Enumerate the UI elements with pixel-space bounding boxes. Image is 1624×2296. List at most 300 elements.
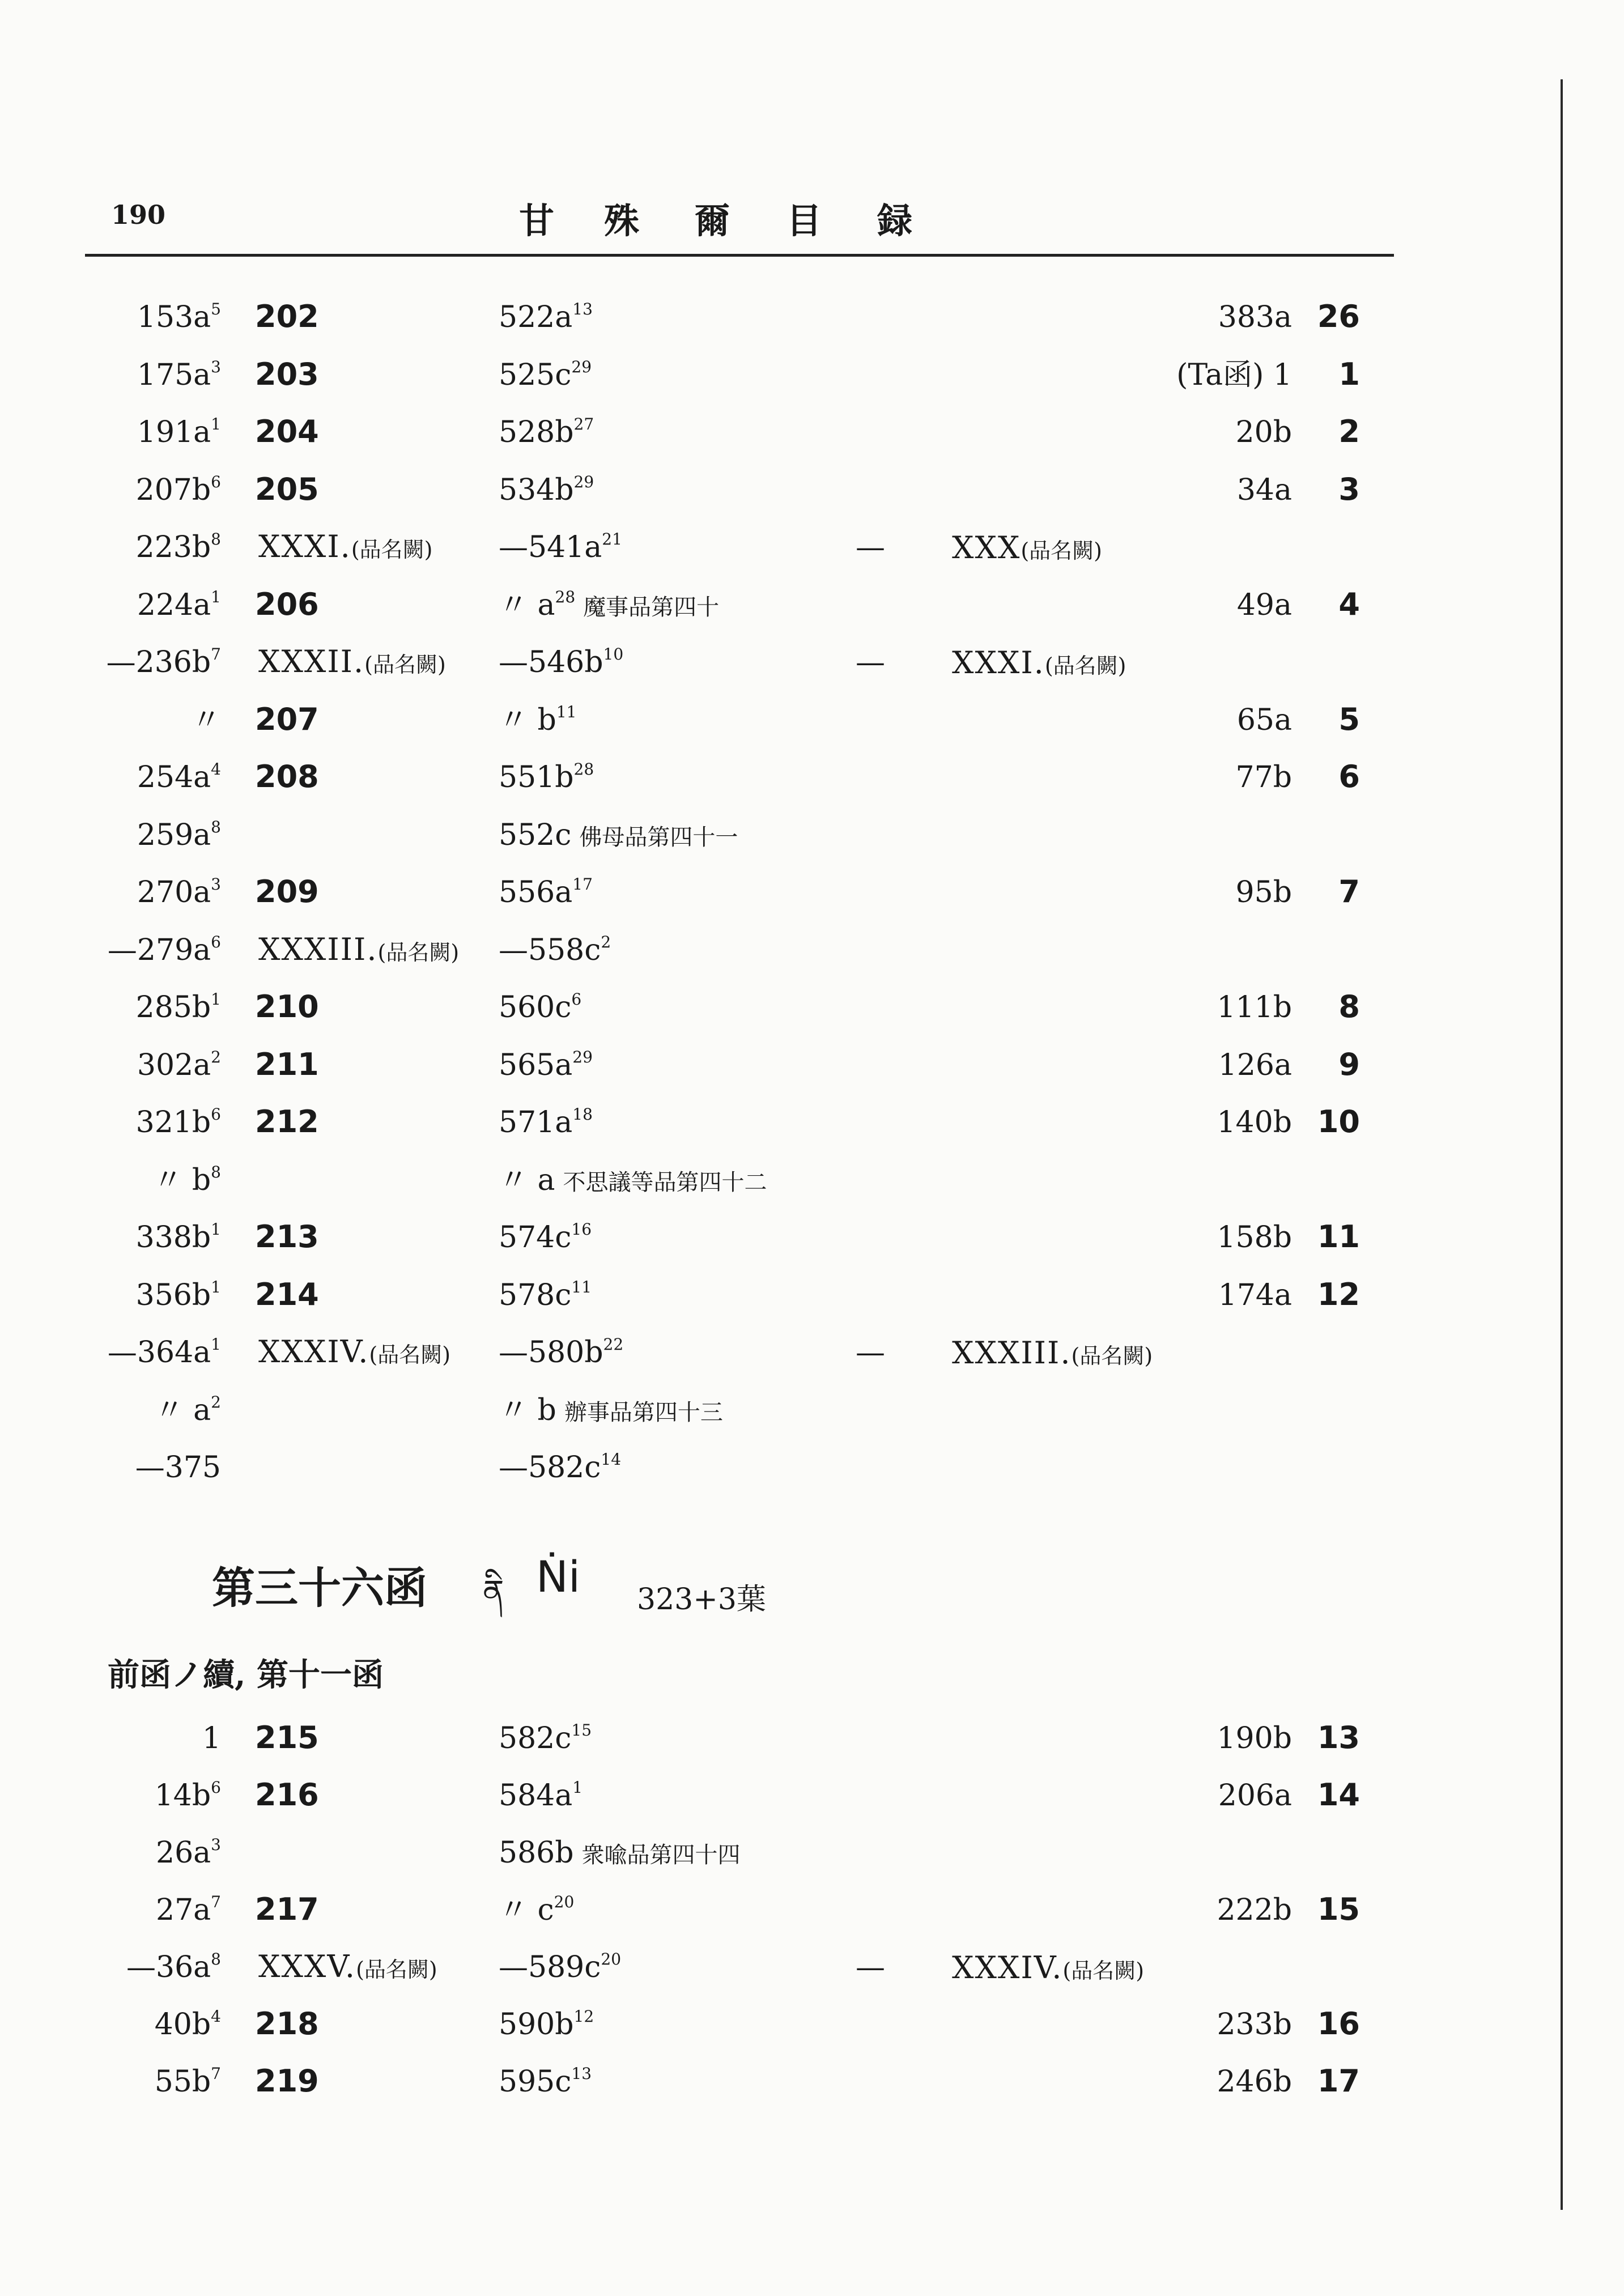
ref-col-1: [79, 472, 221, 507]
ref-col-2-note: (品名闕): [369, 1342, 451, 1367]
ref-col-1-value: —36a: [126, 1950, 211, 1984]
ref-col-2-value: XXXI.: [258, 529, 351, 564]
ref-col-1: [79, 1392, 221, 1427]
ref-col-3: [499, 702, 577, 737]
ref-col-6-value: 34a: [1236, 473, 1292, 507]
ref-col-3-value: 574c: [499, 1221, 572, 1255]
ref-col-1: [79, 357, 221, 392]
ref-col-1-value: —375: [135, 1451, 221, 1485]
ref-col-6-value: 49a: [1236, 588, 1292, 622]
ref-col-2-value: 219: [255, 2063, 319, 2099]
section-romanized: Ṅi: [536, 1551, 580, 1602]
ref-col-1: [79, 1835, 221, 1870]
ref-col-2-value: 217: [255, 1891, 319, 1927]
ref-col-2-value: XXXIV.: [258, 1334, 369, 1370]
ref-col-1: [79, 875, 221, 909]
ref-col-2: [255, 1046, 319, 1082]
dash-col-value: —: [856, 1336, 885, 1370]
ref-col-3-value: 556a: [499, 875, 573, 909]
ref-col-3-value: 551b: [499, 760, 574, 794]
ref-col-3-note: 衆喩品第四十四: [581, 1842, 741, 1868]
ref-col-6: [1145, 1278, 1292, 1312]
ref-col-3-value: 595c: [499, 2065, 572, 2099]
title-char: 録: [877, 200, 913, 241]
ref-col-5: [952, 530, 1102, 566]
ref-col-1: [79, 1778, 221, 1813]
ref-col-1: [79, 817, 221, 852]
ref-col-1-line-number: 7: [211, 2064, 221, 2083]
ref-col-2-value: 212: [255, 1104, 319, 1140]
ref-col-3: [499, 932, 611, 967]
ref-col-1-value: 175a: [137, 358, 211, 392]
ref-col-3: [499, 820, 738, 850]
ref-col-7: [1303, 1720, 1360, 1755]
ref-col-5-value: XXX: [952, 530, 1021, 566]
ref-col-7: [1303, 1104, 1360, 1140]
ref-col-3-line-number: 11: [556, 702, 577, 721]
ref-col-2: [255, 2063, 319, 2099]
ref-col-3-value: 522a: [499, 300, 573, 334]
ref-col-5: [952, 1950, 1145, 1985]
ref-col-7: [1303, 874, 1360, 909]
ref-col-6: [1145, 1221, 1292, 1255]
ref-col-3: [499, 645, 624, 679]
dash-col-value: —: [856, 1950, 885, 1984]
ref-col-5-note: (品名闕): [1062, 1958, 1145, 1983]
ref-col-3: [499, 1105, 593, 1140]
ref-col-6-value: 383a: [1218, 300, 1292, 334]
ref-col-3: [499, 1838, 741, 1868]
ref-col-3: [499, 357, 592, 392]
ref-col-7-value: 10: [1317, 1104, 1360, 1140]
ref-col-6-value: (Ta函) 1: [1176, 358, 1292, 392]
ref-col-7: [1303, 586, 1360, 622]
ref-col-3-value: 525c: [499, 358, 572, 392]
ref-col-7-value: 6: [1338, 759, 1360, 794]
ref-col-7-value: 14: [1317, 1777, 1360, 1813]
ref-col-2: [255, 471, 319, 507]
ref-col-6: [1145, 705, 1292, 735]
ref-col-6: [1145, 1779, 1292, 1813]
ref-col-1: [79, 1277, 221, 1312]
ref-col-3-value: 〃 a: [499, 1163, 555, 1197]
ref-col-3-line-number: 15: [571, 1721, 592, 1740]
ref-col-2: [258, 644, 446, 679]
ref-col-3-value: 552c: [499, 818, 572, 852]
ref-col-1-line-number: 5: [211, 300, 221, 318]
ref-col-6: [1145, 1048, 1292, 1082]
ref-col-1-line-number: 1: [211, 990, 221, 1009]
ref-col-6: [1145, 875, 1292, 909]
ref-col-6-value: 126a: [1218, 1048, 1292, 1082]
ref-col-1-line-number: 3: [211, 357, 221, 376]
ref-col-1-line-number: 4: [211, 760, 221, 779]
ref-col-2-value: 207: [255, 701, 319, 737]
ref-col-6-value: 222b: [1217, 1893, 1292, 1927]
ref-col-1: [79, 1047, 221, 1082]
ref-col-3: [499, 1335, 624, 1370]
ref-col-7: [1303, 2063, 1360, 2099]
ref-col-5-value: XXXI.: [952, 645, 1045, 681]
ref-col-3-line-number: 20: [601, 1950, 622, 1968]
ref-col-3-value: 571a: [499, 1106, 573, 1140]
ref-col-6: [1145, 415, 1292, 449]
ref-col-6-value: 206a: [1218, 1779, 1292, 1813]
ref-col-6: [1145, 300, 1292, 334]
ref-col-5-value: XXXIII.: [952, 1335, 1072, 1371]
ref-col-2: [255, 1720, 319, 1755]
ref-col-1-value: 207b: [135, 473, 211, 507]
ref-col-7-value: 16: [1317, 2006, 1360, 2042]
ref-col-1-value: 223b: [135, 530, 211, 564]
ref-col-7-value: 11: [1317, 1219, 1360, 1255]
ref-col-3: [499, 1950, 622, 1984]
ref-col-3-note: 不思議等品第四十二: [563, 1169, 767, 1196]
ref-col-2: [255, 586, 319, 622]
ref-col-3-line-number: 27: [573, 415, 594, 433]
ref-col-2-value: 218: [255, 2006, 319, 2042]
ref-col-6: [1145, 590, 1292, 620]
dash-col-value: —: [856, 645, 885, 679]
ref-col-3: [499, 990, 582, 1024]
ref-col-6-value: 111b: [1217, 990, 1292, 1024]
ref-col-7: [1303, 1219, 1360, 1255]
ref-col-5: [952, 1335, 1153, 1371]
ref-col-1: [79, 1220, 221, 1255]
ref-col-3: [499, 300, 593, 334]
ref-col-1-line-number: 2: [211, 1047, 221, 1066]
ref-col-2-note: (品名闕): [351, 537, 433, 562]
ref-col-2: [258, 931, 460, 967]
ref-col-2: [255, 1777, 319, 1813]
ref-col-2-value: 203: [255, 356, 319, 392]
ref-col-1: [79, 760, 221, 794]
ref-col-1: [79, 705, 221, 735]
tibetan-letter: ནི: [483, 1574, 504, 1610]
ref-col-2-value: 215: [255, 1720, 319, 1755]
ref-col-3-value: —558c: [499, 933, 601, 967]
ref-col-3-note: 佛母品第四十一: [579, 824, 738, 851]
ref-col-3-line-number: 22: [603, 1335, 624, 1354]
ref-col-2: [258, 1334, 451, 1370]
ref-col-1-line-number: 6: [211, 1105, 221, 1124]
ref-col-3-value: 534b: [499, 473, 574, 507]
ref-col-6: [1145, 990, 1292, 1024]
ref-col-3-value: 528b: [499, 415, 574, 449]
title-char: 目: [787, 200, 822, 241]
ref-col-3-line-number: 16: [571, 1220, 592, 1239]
ref-col-1: [79, 1335, 221, 1370]
ref-col-2: [255, 1219, 319, 1255]
ref-col-6: [1145, 2067, 1292, 2097]
ref-col-3: [499, 1393, 723, 1427]
ref-col-1: [79, 1895, 221, 1925]
ref-col-3-line-number: 14: [601, 1450, 622, 1469]
ref-col-1-value: —279a: [107, 933, 211, 967]
ref-col-5-note: (品名闕): [1021, 538, 1102, 563]
ref-col-5: [952, 645, 1126, 681]
ref-col-2: [258, 529, 433, 564]
ref-col-1-line-number: 1: [211, 415, 221, 433]
ref-col-3-note: 魔事品第四十: [583, 594, 720, 620]
ref-col-1-line-number: 8: [211, 1162, 221, 1181]
page-edge-line: [1561, 79, 1563, 2210]
ref-col-1-line-number: 3: [211, 875, 221, 894]
ref-col-1: [79, 1950, 221, 1984]
ref-col-3: [499, 2007, 594, 2042]
ref-col-2-value: 208: [255, 759, 319, 794]
ref-col-5-value: XXXIV.: [952, 1950, 1063, 1985]
ref-col-3: [499, 1450, 622, 1485]
ref-col-1-value: 26a: [156, 1836, 211, 1870]
ref-col-2: [255, 356, 319, 392]
dash-col: [856, 530, 885, 564]
dash-col: [856, 1336, 885, 1370]
ref-col-3: [499, 760, 594, 794]
ref-col-2: [255, 416, 319, 447]
ref-col-3-value: —589c: [499, 1950, 601, 1984]
ref-col-3-value: 〃 b: [499, 1393, 556, 1427]
ref-col-2-note: (品名闕): [364, 652, 446, 677]
ref-col-3-value: —541a: [499, 530, 602, 564]
ref-col-1: [79, 990, 221, 1024]
ref-col-2: [255, 301, 319, 332]
ref-col-1-line-number: 3: [211, 1835, 221, 1854]
ref-col-2-value: 204: [255, 414, 319, 449]
ref-col-3-value: —582c: [499, 1451, 601, 1485]
ref-col-1: [79, 1105, 221, 1140]
ref-col-2: [255, 1276, 319, 1312]
ref-col-1: [79, 645, 221, 679]
ref-col-1-line-number: 8: [211, 530, 221, 549]
ref-col-1-line-number: 7: [211, 645, 221, 664]
ref-col-2-value: 209: [255, 874, 319, 909]
ref-col-1-value: 356b: [135, 1278, 211, 1312]
ref-col-1-value: 40b: [154, 2008, 211, 2042]
ref-col-7: [1303, 989, 1360, 1024]
ref-col-1-value: —236b: [106, 645, 211, 679]
ref-col-1: [79, 2064, 221, 2099]
ref-col-3: [499, 1163, 767, 1197]
ref-col-6: [1145, 1721, 1292, 1755]
ref-col-3: [499, 1895, 574, 1925]
ref-col-3: [499, 530, 622, 564]
ref-col-3: [499, 415, 594, 449]
ref-col-1-value: 153a: [137, 300, 211, 334]
ref-col-1-value: 〃: [191, 703, 221, 737]
ref-col-3: [499, 1277, 592, 1312]
ref-col-1: [79, 1721, 221, 1755]
ref-col-3-line-number: 13: [571, 2064, 592, 2083]
ref-col-3-value: 582c: [499, 1721, 572, 1755]
title-char: 甘: [519, 200, 555, 241]
ref-col-3-line-number: 21: [602, 530, 622, 549]
section-note: 前函ノ續, 第十一函: [108, 1656, 384, 1694]
ref-col-3: [499, 472, 594, 507]
ref-col-1-line-number: 1: [211, 587, 221, 606]
ref-col-3-value: —546b: [499, 645, 603, 679]
ref-col-6-value: 140b: [1217, 1106, 1292, 1140]
ref-col-3-line-number: 29: [571, 357, 592, 376]
ref-col-1-value: —364a: [107, 1336, 211, 1370]
ref-col-2: [255, 874, 319, 909]
ref-col-1: [79, 530, 221, 564]
ref-col-7: [1303, 471, 1360, 507]
ref-col-7: [1303, 1276, 1360, 1312]
ref-col-3-value: 〃 b: [499, 703, 556, 737]
ref-col-7-value: 8: [1338, 989, 1360, 1024]
ref-col-3: [499, 587, 720, 622]
ref-col-3-line-number: 13: [572, 300, 593, 318]
ref-col-2: [255, 1104, 319, 1140]
ref-col-3-line-number: 12: [573, 2007, 594, 2026]
ref-col-1: [79, 300, 221, 334]
ref-col-1-value: 285b: [135, 990, 211, 1024]
ref-col-3-value: 590b: [499, 2008, 574, 2042]
ref-col-2: [255, 2006, 319, 2042]
ref-col-7: [1303, 301, 1360, 332]
ref-col-3-note: 辦事品第四十三: [564, 1399, 723, 1426]
ref-col-2-value: 206: [255, 586, 319, 622]
ref-col-7-value: 15: [1317, 1891, 1360, 1927]
ref-col-7-value: 1: [1338, 356, 1360, 392]
ref-col-6-value: 20b: [1235, 415, 1292, 449]
ref-col-3-value: 560c: [499, 990, 572, 1024]
ref-col-3-line-number: 1: [572, 1778, 583, 1797]
ref-col-3-value: 578c: [499, 1278, 572, 1312]
ref-col-7: [1303, 759, 1360, 794]
ref-col-1-line-number: 8: [211, 1950, 221, 1968]
ref-col-1-line-number: 6: [211, 472, 221, 491]
ref-col-7-value: 12: [1317, 1276, 1360, 1312]
title-char: 殊: [604, 200, 640, 241]
ref-col-2: [255, 1891, 319, 1927]
ref-col-3-line-number: 28: [555, 587, 576, 606]
ref-col-3: [499, 1721, 592, 1755]
ref-col-5-note: (品名闕): [1044, 653, 1126, 678]
ref-col-1-line-number: 1: [211, 1335, 221, 1354]
ref-col-2-value: XXXII.: [258, 644, 365, 679]
ref-col-1-line-number: 6: [211, 1778, 221, 1797]
ref-col-1: [79, 1162, 221, 1197]
section-heading: 第三十六函: [212, 1563, 427, 1613]
ref-col-6: [1145, 475, 1292, 505]
ref-col-1-value: 191a: [137, 415, 211, 449]
ref-col-6: [1145, 1106, 1292, 1140]
ref-col-3: [499, 1778, 583, 1813]
ref-col-6-value: 174a: [1218, 1278, 1292, 1312]
ref-col-2-value: 210: [255, 989, 319, 1024]
ref-col-3-line-number: 20: [554, 1893, 575, 1911]
ref-col-7: [1303, 416, 1360, 447]
ref-col-2-value: 202: [255, 299, 319, 334]
ref-col-6-value: 158b: [1217, 1221, 1292, 1255]
dash-col-value: —: [856, 530, 885, 564]
ref-col-7-value: 5: [1338, 701, 1360, 737]
ref-col-3: [499, 1220, 592, 1255]
ref-col-1-value: 224a: [137, 588, 211, 622]
ref-col-2: [255, 759, 319, 794]
ref-col-3-value: 〃 c: [499, 1893, 554, 1927]
ref-col-6-value: 95b: [1235, 875, 1292, 909]
ref-col-1-line-number: 7: [211, 1893, 221, 1911]
ref-col-1-value: 338b: [135, 1221, 211, 1255]
ref-col-3: [499, 1047, 593, 1082]
ref-col-1-line-number: 1: [211, 1220, 221, 1239]
ref-col-6: [1145, 760, 1292, 794]
page-number: 190: [111, 199, 166, 230]
ref-col-3-line-number: 6: [571, 990, 582, 1009]
ref-col-3-value: 565a: [499, 1048, 573, 1082]
ref-col-2-note: (品名闕): [356, 1957, 437, 1982]
ref-col-1-value: 14b: [154, 1779, 211, 1813]
ref-col-1-line-number: 4: [211, 2007, 221, 2026]
ref-col-7-value: 17: [1317, 2063, 1360, 2099]
ref-col-6-value: 233b: [1217, 2008, 1292, 2042]
ref-col-6-value: 65a: [1236, 703, 1292, 737]
ref-col-3-line-number: 17: [572, 875, 593, 894]
ref-col-1-value: 254a: [137, 760, 211, 794]
ref-col-1: [79, 1451, 221, 1485]
ref-col-6-value: 77b: [1235, 760, 1292, 794]
ref-col-3-line-number: 18: [572, 1105, 593, 1124]
ref-col-2: [255, 701, 319, 737]
header-rule: [85, 254, 1394, 257]
ref-col-1-line-number: 2: [211, 1392, 221, 1411]
ref-col-6: [1145, 1895, 1292, 1925]
ref-col-7-value: 3: [1338, 471, 1360, 507]
ref-col-1-line-number: 8: [211, 817, 221, 836]
ref-col-7: [1303, 2006, 1360, 2042]
ref-col-1-value: 321b: [135, 1106, 211, 1140]
ref-col-1: [79, 2007, 221, 2042]
ref-col-2-value: 211: [255, 1046, 319, 1082]
ref-col-1-value: 270a: [137, 875, 211, 909]
ref-col-7: [1303, 701, 1360, 737]
ref-col-6: [1145, 2008, 1292, 2042]
ref-col-2-value: XXXIII.: [258, 931, 378, 967]
ref-col-6-value: 190b: [1217, 1721, 1292, 1755]
ref-col-1: [79, 932, 221, 967]
ref-col-2-note: (品名闕): [377, 939, 460, 965]
ref-col-2-value: 214: [255, 1276, 319, 1312]
ref-col-3-line-number: 29: [572, 1047, 593, 1066]
ref-col-7: [1303, 1777, 1360, 1813]
dash-col: [856, 645, 885, 679]
ref-col-1-value: 55b: [154, 2065, 211, 2099]
ref-col-2-value: 213: [255, 1219, 319, 1255]
ref-col-3-line-number: 11: [571, 1277, 592, 1296]
ref-col-3-value: 586b: [499, 1836, 574, 1870]
title-char: 爾: [695, 200, 730, 241]
section-leaf-count: 323+3葉: [637, 1583, 766, 1617]
ref-col-3-value: 584a: [499, 1779, 573, 1813]
ref-col-1-value: 27a: [156, 1893, 211, 1927]
ref-col-2-value: 216: [255, 1777, 319, 1813]
ref-col-7-value: 4: [1338, 586, 1360, 622]
ref-col-1-line-number: 1: [211, 1277, 221, 1296]
ref-col-1: [79, 415, 221, 449]
ref-col-3-line-number: 28: [573, 760, 594, 779]
ref-col-2-value: 205: [255, 471, 319, 507]
ref-col-1: [79, 587, 221, 622]
ref-col-3: [499, 2064, 592, 2099]
ref-col-7-value: 9: [1338, 1046, 1360, 1082]
ref-col-6-value: 246b: [1217, 2065, 1292, 2099]
ref-col-7-value: 2: [1338, 414, 1360, 449]
ref-col-1-value: 302a: [137, 1048, 211, 1082]
ref-col-3-line-number: 10: [603, 645, 624, 664]
